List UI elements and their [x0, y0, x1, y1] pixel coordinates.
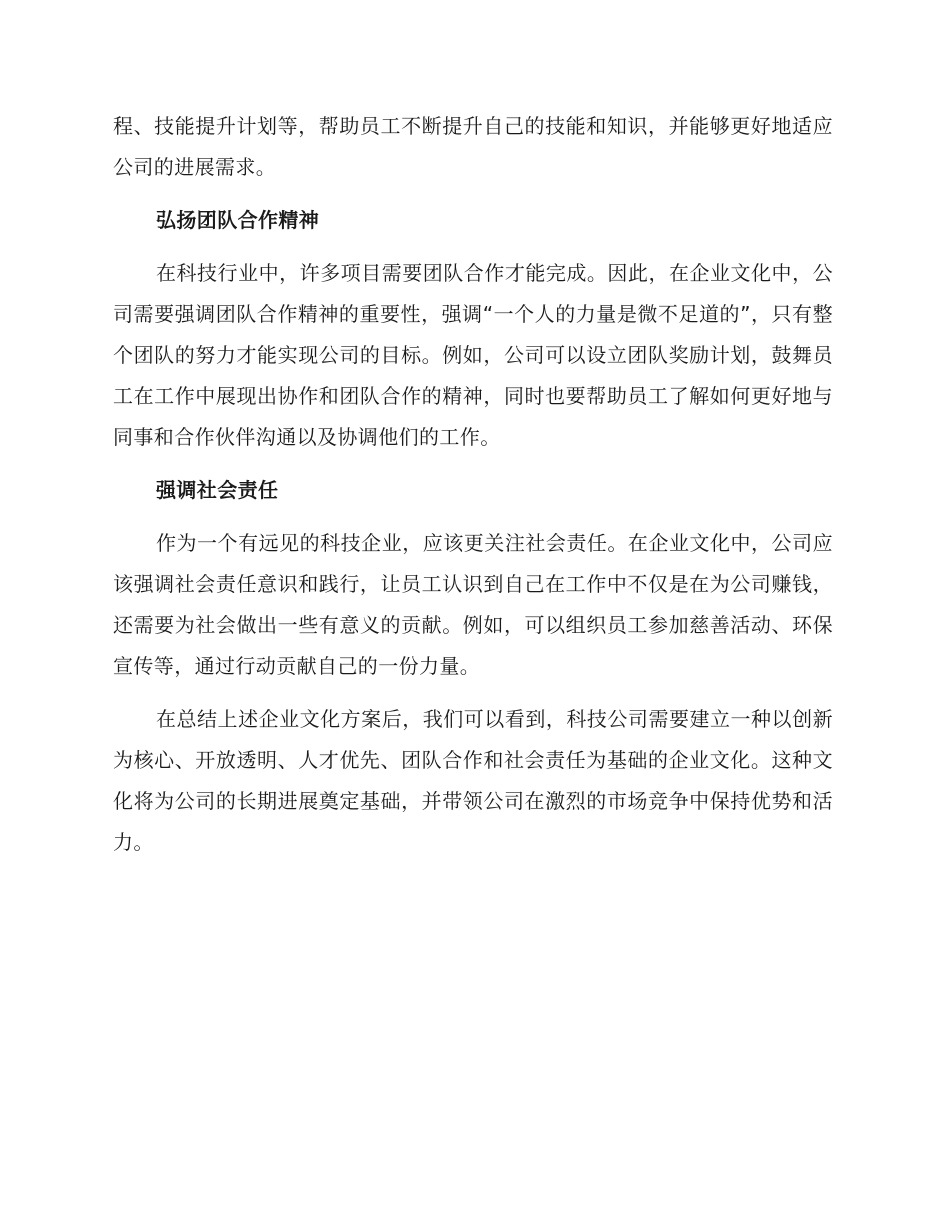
conclusion-paragraph: 在总结上述企业文化方案后，我们可以看到，科技公司需要建立一种以创新为核心、开放透明、人才优先、团队合作和社会责任为基础的企业文化。这种文化将为公司的长期进展奠定基础，并带领公司在激烈的市场竞争中保持优势和活力。 [113, 707, 833, 854]
document-page [113, 106, 833, 863]
section-heading-social-responsibility: 强调社会责任 [156, 478, 279, 502]
intro-continuation-paragraph: 程、技能提升计划等，帮助员工不断提升自己的技能和知识，并能够更好地适应公司的进展需求。 [113, 114, 833, 179]
section-body-social-responsibility: 作为一个有远见的科技企业，应该更关注社会责任。在企业文化中，公司应该强调社会责任意识和践行，让员工认识到自己在工作中不仅是在为公司赚钱，还需要为社会做出一些有意义的贡献。例如，可以组织员工参加慈善活动、环保宣传等，通过行动贡献自己的一份力量。 [113, 531, 833, 678]
section-heading-teamwork: 弘扬团队合作精神 [156, 208, 320, 232]
section-body-teamwork: 在科技行业中，许多项目需要团队合作才能完成。因此，在企业文化中，公司需要强调团队合作精神的重要性，强调“一个人的力量是微不足道的”，只有整个团队的努力才能实现公司的目标。例如，公司可以设立团队奖励计划，鼓舞员工在工作中展现出协作和团队合作的精神，同时也要帮助员工了解如何更好地与同事和合作伙伴沟通以及协调他们的工作。 [113, 261, 833, 449]
